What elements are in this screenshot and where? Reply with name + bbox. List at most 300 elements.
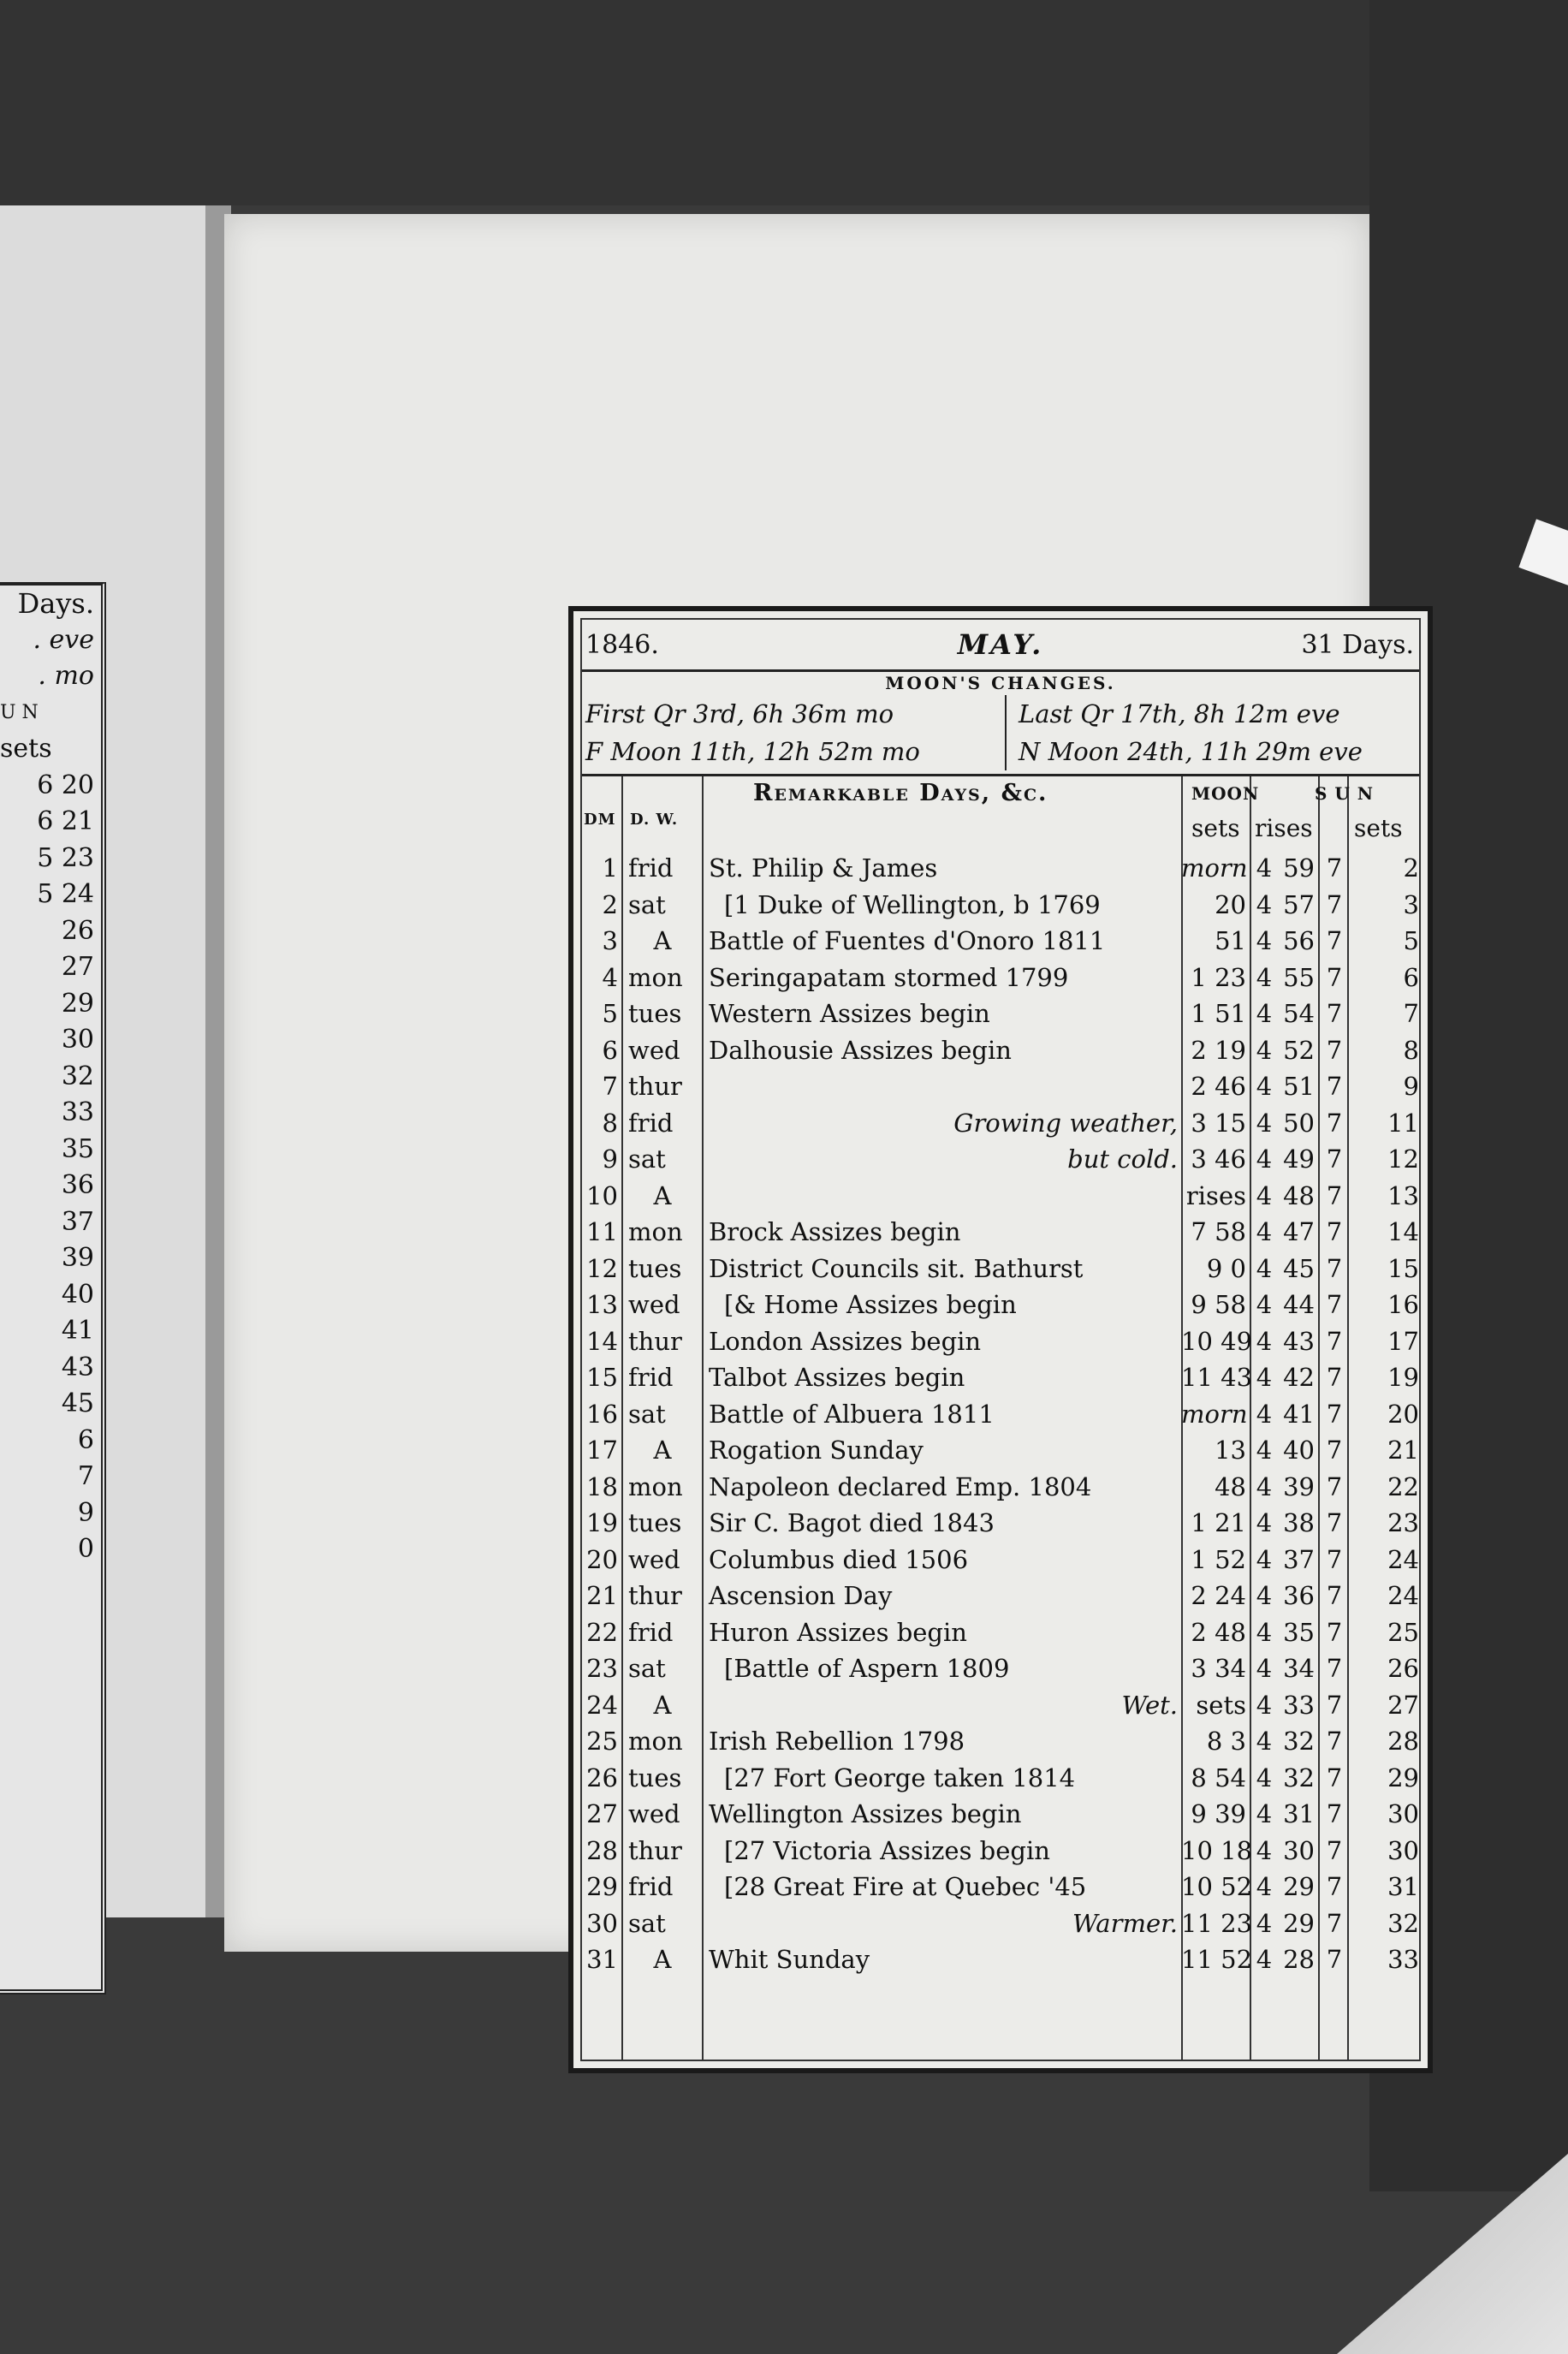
- table-row: [582, 1616, 1419, 1653]
- sun-sets-min: 11: [1387, 1108, 1419, 1138]
- left-moon-line: . mo: [38, 661, 94, 691]
- table-row: [582, 1143, 1419, 1180]
- header-remarkable: Remarkable Days, &c.: [753, 780, 1048, 806]
- table-row: [582, 889, 1419, 925]
- moon-sets: 3 34: [1191, 1654, 1246, 1683]
- sun-rises-hour: 4: [1256, 1544, 1273, 1574]
- day-of-week: thur: [628, 1072, 682, 1101]
- day-of-week: wed: [628, 1544, 680, 1574]
- sun-rises-hour: 4: [1256, 1144, 1273, 1174]
- day-of-week: mon: [628, 1727, 683, 1756]
- sun-sets-hour: 7: [1326, 1727, 1343, 1756]
- table-row: [582, 1834, 1419, 1871]
- sun-rises-hour: 4: [1256, 1872, 1273, 1901]
- sun-rises-hour: 4: [1256, 1326, 1273, 1356]
- remark: Huron Assizes begin: [709, 1617, 967, 1647]
- day-of-month: 29: [586, 1872, 618, 1901]
- remark: London Assizes begin: [709, 1326, 982, 1356]
- left-value: 9: [77, 1497, 94, 1528]
- calendar-inner: [580, 618, 1421, 2061]
- day-of-week: thur: [628, 1835, 682, 1865]
- sun-rises-hour: 4: [1256, 889, 1273, 919]
- sun-sets-min: 8: [1403, 1035, 1419, 1065]
- sun-sets-min: 30: [1387, 1835, 1419, 1865]
- sun-sets-min: 26: [1387, 1654, 1419, 1683]
- sun-rises-min: 28: [1283, 1945, 1315, 1974]
- day-of-week: mon: [628, 962, 683, 992]
- day-of-week: tues: [628, 1763, 682, 1792]
- remark: [Battle of Aspern 1809: [724, 1654, 1010, 1683]
- sun-sets-min: 21: [1387, 1436, 1419, 1465]
- moon-sets: 9 0: [1206, 1253, 1246, 1283]
- remark: Brock Assizes begin: [709, 1217, 961, 1246]
- day-of-week: wed: [628, 1799, 680, 1828]
- left-value: 32: [61, 1061, 94, 1091]
- left-value: 36: [61, 1170, 94, 1200]
- remark: [27 Fort George taken 1814: [724, 1763, 1076, 1792]
- sun-sets-min: 32: [1387, 1908, 1419, 1938]
- table-row: [582, 1252, 1419, 1289]
- sun-sets-hour: 7: [1326, 1217, 1343, 1246]
- day-of-month: 5: [602, 999, 618, 1028]
- day-of-month: 10: [586, 1180, 618, 1210]
- moon-sets: 48: [1215, 1471, 1246, 1501]
- sun-rises-hour: 4: [1256, 1436, 1273, 1465]
- moon-sets: 7 58: [1191, 1217, 1246, 1246]
- sun-rises-min: 35: [1283, 1617, 1315, 1647]
- table-row: [582, 1870, 1419, 1907]
- day-of-week: sat: [628, 1654, 666, 1683]
- sun-sets-hour: 7: [1326, 1108, 1343, 1138]
- day-of-week: tues: [628, 999, 682, 1028]
- left-value: 5 24: [37, 879, 94, 909]
- calendar-box: [568, 606, 1433, 2073]
- moon-sets: 10 18: [1181, 1835, 1253, 1865]
- sun-rises-min: 49: [1283, 1144, 1315, 1174]
- remark: [1 Duke of Wellington, b 1769: [724, 889, 1101, 919]
- left-col-header: U N: [0, 701, 39, 723]
- moon-sets: 1 23: [1191, 962, 1246, 992]
- day-of-week: wed: [628, 1035, 680, 1065]
- header-dm: DM: [584, 811, 616, 829]
- left-value: 26: [61, 915, 94, 946]
- table-row: [582, 1507, 1419, 1543]
- sun-sets-hour: 7: [1326, 1835, 1343, 1865]
- sun-rises-min: 43: [1283, 1326, 1315, 1356]
- sun-sets-min: 17: [1387, 1326, 1419, 1356]
- sun-sets-min: 31: [1387, 1872, 1419, 1901]
- remark: Talbot Assizes begin: [709, 1363, 965, 1392]
- sun-rises-hour: 4: [1256, 1035, 1273, 1065]
- sun-rises-hour: 4: [1256, 1763, 1273, 1792]
- sun-sets-min: 24: [1387, 1544, 1419, 1574]
- left-moon-line: . eve: [33, 624, 94, 655]
- left-values: [0, 768, 101, 1568]
- sun-sets-hour: 7: [1326, 1363, 1343, 1392]
- sun-sets-hour: 7: [1326, 1180, 1343, 1210]
- table-row: [582, 1725, 1419, 1762]
- day-of-week: frid: [628, 853, 674, 883]
- day-of-month: 6: [602, 1035, 618, 1065]
- first-quarter: First Qr 3rd, 6h 36m mo: [585, 699, 894, 728]
- moon-sets: 2 19: [1191, 1035, 1246, 1065]
- calendar-header: [582, 620, 1419, 672]
- left-value: 6: [77, 1424, 94, 1455]
- left-page-table: [0, 582, 106, 1994]
- remark: Irish Rebellion 1798: [709, 1727, 965, 1756]
- sun-rises-hour: 4: [1256, 1835, 1273, 1865]
- header-moon: MOON: [1191, 783, 1260, 804]
- moon-sets: 2 46: [1191, 1072, 1246, 1101]
- sun-sets-min: 3: [1403, 889, 1419, 919]
- moon-sets: morn: [1181, 1399, 1248, 1429]
- moon-changes-divider: [1005, 695, 1007, 770]
- sun-sets-min: 19: [1387, 1363, 1419, 1392]
- moon-sets: 8 3: [1206, 1727, 1246, 1756]
- sun-sets-hour: 7: [1326, 999, 1343, 1028]
- sun-rises-min: 51: [1283, 1072, 1315, 1101]
- day-of-month: 15: [586, 1363, 618, 1392]
- sun-rises-hour: 4: [1256, 1654, 1273, 1683]
- sun-rises-min: 30: [1283, 1835, 1315, 1865]
- sun-sets-hour: 7: [1326, 926, 1343, 955]
- remark: Ascension Day: [709, 1581, 893, 1610]
- sun-sets-hour: 7: [1326, 1872, 1343, 1901]
- sun-rises-hour: 4: [1256, 1508, 1273, 1537]
- sun-sets-hour: 7: [1326, 889, 1343, 919]
- header-sun: S U N: [1315, 783, 1375, 804]
- sun-rises-hour: 4: [1256, 1945, 1273, 1974]
- sun-sets-hour: 7: [1326, 1690, 1343, 1720]
- remark: Battle of Fuentes d'Onoro 1811: [709, 926, 1106, 955]
- day-of-month: 4: [602, 962, 618, 992]
- remark: St. Philip & James: [709, 853, 938, 883]
- sun-rises-min: 45: [1283, 1253, 1315, 1283]
- remark: Warmer.: [1072, 1908, 1178, 1938]
- sun-sets-min: 22: [1387, 1471, 1419, 1501]
- table-row: [582, 1107, 1419, 1144]
- almanac-page: [224, 214, 1419, 1974]
- moon-sets: 1 51: [1191, 999, 1246, 1028]
- new-moon: N Moon 24th, 11h 29m eve: [1019, 737, 1363, 766]
- sun-rises-min: 34: [1283, 1654, 1315, 1683]
- left-col-header: sets: [0, 734, 52, 764]
- day-of-month: 9: [602, 1144, 618, 1174]
- month-title: MAY.: [957, 628, 1044, 661]
- sun-sets-hour: 7: [1326, 1399, 1343, 1429]
- table-row: [582, 1652, 1419, 1689]
- day-of-month: 13: [586, 1290, 618, 1319]
- sun-sets-min: 20: [1387, 1399, 1419, 1429]
- day-of-month: 2: [602, 889, 618, 919]
- sun-rises-min: 52: [1283, 1035, 1315, 1065]
- sun-sets-min: 5: [1403, 926, 1419, 955]
- year: 1846.: [585, 630, 659, 660]
- sun-rises-min: 54: [1283, 999, 1315, 1028]
- day-of-week: frid: [628, 1363, 674, 1392]
- day-of-month: 18: [586, 1471, 618, 1501]
- sun-sets-hour: 7: [1326, 853, 1343, 883]
- left-value: 43: [61, 1352, 94, 1382]
- sun-rises-hour: 4: [1256, 1217, 1273, 1246]
- sun-sets-min: 28: [1387, 1727, 1419, 1756]
- remark: Dalhousie Assizes begin: [709, 1035, 1012, 1065]
- sun-rises-hour: 4: [1256, 1471, 1273, 1501]
- moon-sets: 20: [1215, 889, 1246, 919]
- sun-rises-hour: 4: [1256, 999, 1273, 1028]
- full-moon: F Moon 11th, 12h 52m mo: [585, 737, 920, 766]
- day-of-week: frid: [628, 1108, 674, 1138]
- day-of-week: mon: [628, 1471, 683, 1501]
- day-of-week: sat: [628, 1908, 666, 1938]
- sun-sets-hour: 7: [1326, 1581, 1343, 1610]
- sun-rises-hour: 4: [1256, 1581, 1273, 1610]
- sun-sets-min: 12: [1387, 1144, 1419, 1174]
- remark: District Councils sit. Bathurst: [709, 1253, 1084, 1283]
- day-of-month: 24: [586, 1690, 618, 1720]
- sun-rises-hour: 4: [1256, 1690, 1273, 1720]
- day-of-week: A: [653, 1180, 672, 1210]
- moon-sets: 9 39: [1191, 1799, 1246, 1828]
- sun-sets-hour: 7: [1326, 1763, 1343, 1792]
- left-value: 7: [77, 1461, 94, 1491]
- day-of-month: 7: [602, 1072, 618, 1101]
- day-of-month: 20: [586, 1544, 618, 1574]
- remark: [27 Victoria Assizes begin: [724, 1835, 1050, 1865]
- sun-rises-hour: 4: [1256, 1908, 1273, 1938]
- sun-rises-hour: 4: [1256, 926, 1273, 955]
- sun-rises-hour: 4: [1256, 853, 1273, 883]
- left-value: 41: [61, 1316, 94, 1346]
- day-of-month: 12: [586, 1253, 618, 1283]
- sun-sets-hour: 7: [1326, 1144, 1343, 1174]
- day-of-week: mon: [628, 1217, 683, 1246]
- table-row: [582, 1361, 1419, 1398]
- header-dw: D. W.: [630, 811, 679, 829]
- sun-sets-min: 7: [1403, 999, 1419, 1028]
- sun-rises-hour: 4: [1256, 1108, 1273, 1138]
- sun-rises-min: 31: [1283, 1799, 1315, 1828]
- table-row: [582, 1943, 1419, 1980]
- sun-rises-min: 42: [1283, 1363, 1315, 1392]
- sun-sets-hour: 7: [1326, 1544, 1343, 1574]
- sun-rises-min: 38: [1283, 1508, 1315, 1537]
- moon-sets: 10 52: [1181, 1872, 1253, 1901]
- sun-rises-min: 33: [1283, 1690, 1315, 1720]
- left-value: 27: [61, 952, 94, 982]
- day-of-week: sat: [628, 1399, 666, 1429]
- sun-rises-hour: 4: [1256, 1399, 1273, 1429]
- table-row: [582, 1471, 1419, 1507]
- remark: Sir C. Bagot died 1843: [709, 1508, 995, 1537]
- sun-sets-hour: 7: [1326, 1253, 1343, 1283]
- background-top: [0, 0, 1568, 205]
- sun-sets-min: 24: [1387, 1581, 1419, 1610]
- sun-sets-hour: 7: [1326, 1799, 1343, 1828]
- remark: Seringapatam stormed 1799: [709, 962, 1069, 992]
- moon-changes-left: [585, 695, 920, 770]
- left-value: 30: [61, 1025, 94, 1055]
- days-count: 31 Days.: [1301, 630, 1414, 660]
- table-row: [582, 1070, 1419, 1107]
- table-row: [582, 1034, 1419, 1071]
- day-of-month: 27: [586, 1799, 618, 1828]
- header-sun-rises: rises: [1255, 814, 1313, 842]
- moon-sets: 13: [1215, 1436, 1246, 1465]
- left-page: [0, 205, 224, 1917]
- day-of-month: 14: [586, 1326, 618, 1356]
- sun-rises-min: 39: [1283, 1471, 1315, 1501]
- left-value: 6 20: [37, 770, 94, 800]
- sun-rises-hour: 4: [1256, 1253, 1273, 1283]
- last-quarter: Last Qr 17th, 8h 12m eve: [1019, 699, 1340, 728]
- moon-sets: sets: [1196, 1690, 1246, 1720]
- sun-sets-hour: 7: [1326, 1508, 1343, 1537]
- remark: [& Home Assizes begin: [724, 1290, 1017, 1319]
- remark: Battle of Albuera 1811: [709, 1399, 995, 1429]
- sun-rises-min: 55: [1283, 962, 1315, 992]
- table-row: [582, 1579, 1419, 1616]
- sun-sets-min: 25: [1387, 1617, 1419, 1647]
- moon-sets: 11 43: [1181, 1363, 1253, 1392]
- sun-sets-min: 27: [1387, 1690, 1419, 1720]
- day-of-week: A: [653, 926, 672, 955]
- sun-rises-min: 36: [1283, 1581, 1315, 1610]
- sun-sets-min: 6: [1403, 962, 1419, 992]
- left-value: 35: [61, 1133, 94, 1164]
- sun-rises-min: 59: [1283, 853, 1315, 883]
- day-of-week: thur: [628, 1326, 682, 1356]
- sun-sets-hour: 7: [1326, 1908, 1343, 1938]
- day-of-month: 19: [586, 1508, 618, 1537]
- remark: [28 Great Fire at Quebec '45: [724, 1872, 1087, 1901]
- sun-rises-min: 32: [1283, 1727, 1315, 1756]
- sun-sets-hour: 7: [1326, 1471, 1343, 1501]
- sun-sets-min: 16: [1387, 1290, 1419, 1319]
- table-row: [582, 924, 1419, 961]
- table-row: [582, 1798, 1419, 1834]
- sun-sets-min: 15: [1387, 1253, 1419, 1283]
- sun-rises-min: 40: [1283, 1436, 1315, 1465]
- moon-sets: 11 23: [1181, 1908, 1253, 1938]
- table-row: [582, 1689, 1419, 1726]
- left-value: 39: [61, 1243, 94, 1273]
- sun-sets-min: 13: [1387, 1180, 1419, 1210]
- day-of-week: tues: [628, 1253, 682, 1283]
- sun-sets-min: 33: [1387, 1945, 1419, 1974]
- sun-sets-min: 9: [1403, 1072, 1419, 1101]
- moon-sets: 1 52: [1191, 1544, 1246, 1574]
- day-of-week: tues: [628, 1508, 682, 1537]
- sun-sets-hour: 7: [1326, 1072, 1343, 1101]
- table-row: [582, 961, 1419, 998]
- remark: Columbus died 1506: [709, 1544, 969, 1574]
- sun-rises-min: 48: [1283, 1180, 1315, 1210]
- day-of-month: 22: [586, 1617, 618, 1647]
- left-value: 40: [61, 1279, 94, 1310]
- table-row: [582, 1762, 1419, 1798]
- sun-sets-hour: 7: [1326, 1945, 1343, 1974]
- day-of-month: 11: [586, 1217, 618, 1246]
- day-of-week: A: [653, 1690, 672, 1720]
- moon-sets: 3 46: [1191, 1144, 1246, 1174]
- left-header: Days.: [17, 587, 94, 620]
- day-of-month: 17: [586, 1436, 618, 1465]
- sun-rises-min: 29: [1283, 1872, 1315, 1901]
- sun-sets-min: 23: [1387, 1508, 1419, 1537]
- table-row: [582, 1398, 1419, 1435]
- sun-sets-hour: 7: [1326, 1290, 1343, 1319]
- day-of-week: sat: [628, 1144, 666, 1174]
- table-row: [582, 1325, 1419, 1362]
- left-value: 6 21: [37, 806, 94, 836]
- remark: but cold.: [1067, 1144, 1178, 1174]
- day-of-month: 8: [602, 1108, 618, 1138]
- moon-sets: rises: [1185, 1180, 1246, 1210]
- day-of-week: frid: [628, 1617, 674, 1647]
- sun-sets-hour: 7: [1326, 962, 1343, 992]
- table-row: [582, 997, 1419, 1034]
- day-of-month: 28: [586, 1835, 618, 1865]
- left-value: 5 23: [37, 842, 94, 873]
- sun-rises-min: 44: [1283, 1290, 1315, 1319]
- remark: Rogation Sunday: [709, 1436, 924, 1465]
- left-value: 37: [61, 1206, 94, 1237]
- day-of-month: 25: [586, 1727, 618, 1756]
- remark: Whit Sunday: [709, 1945, 870, 1974]
- sun-sets-hour: 7: [1326, 1654, 1343, 1683]
- remark: Wellington Assizes begin: [709, 1799, 1022, 1828]
- sun-rises-hour: 4: [1256, 1290, 1273, 1319]
- day-of-week: frid: [628, 1872, 674, 1901]
- remark: Growing weather,: [953, 1108, 1178, 1138]
- sun-rises-min: 57: [1283, 889, 1315, 919]
- day-of-month: 1: [602, 853, 618, 883]
- moon-sets: 10 49: [1181, 1326, 1253, 1356]
- moon-sets: 8 54: [1191, 1763, 1246, 1792]
- sun-sets-hour: 7: [1326, 1436, 1343, 1465]
- table-row: [582, 1216, 1419, 1252]
- day-of-week: thur: [628, 1581, 682, 1610]
- day-of-week: A: [653, 1436, 672, 1465]
- moon-sets: 3 15: [1191, 1108, 1246, 1138]
- calendar-grid: [582, 776, 1419, 2060]
- remark: Napoleon declared Emp. 1804: [709, 1471, 1092, 1501]
- day-of-month: 23: [586, 1654, 618, 1683]
- sun-sets-min: 29: [1387, 1763, 1419, 1792]
- remark: Western Assizes begin: [709, 999, 990, 1028]
- moon-sets: 51: [1215, 926, 1246, 955]
- remark: Wet.: [1121, 1690, 1178, 1720]
- day-of-week: wed: [628, 1290, 680, 1319]
- moon-changes-title: MOON'S CHANGES.: [885, 673, 1116, 693]
- sun-rises-hour: 4: [1256, 1180, 1273, 1210]
- moon-changes-right: [1019, 695, 1363, 770]
- sun-sets-hour: 7: [1326, 1035, 1343, 1065]
- header-moon-sets: sets: [1191, 814, 1240, 842]
- sun-rises-min: 41: [1283, 1399, 1315, 1429]
- sun-sets-hour: 7: [1326, 1617, 1343, 1647]
- day-of-week: sat: [628, 889, 666, 919]
- day-of-month: 26: [586, 1763, 618, 1792]
- left-value: 45: [61, 1388, 94, 1418]
- day-of-month: 16: [586, 1399, 618, 1429]
- moon-sets: 2 24: [1191, 1581, 1246, 1610]
- left-value: 33: [61, 1097, 94, 1127]
- sun-rises-min: 29: [1283, 1908, 1315, 1938]
- sun-sets-min: 30: [1387, 1799, 1419, 1828]
- header-sun-sets: sets: [1354, 814, 1403, 842]
